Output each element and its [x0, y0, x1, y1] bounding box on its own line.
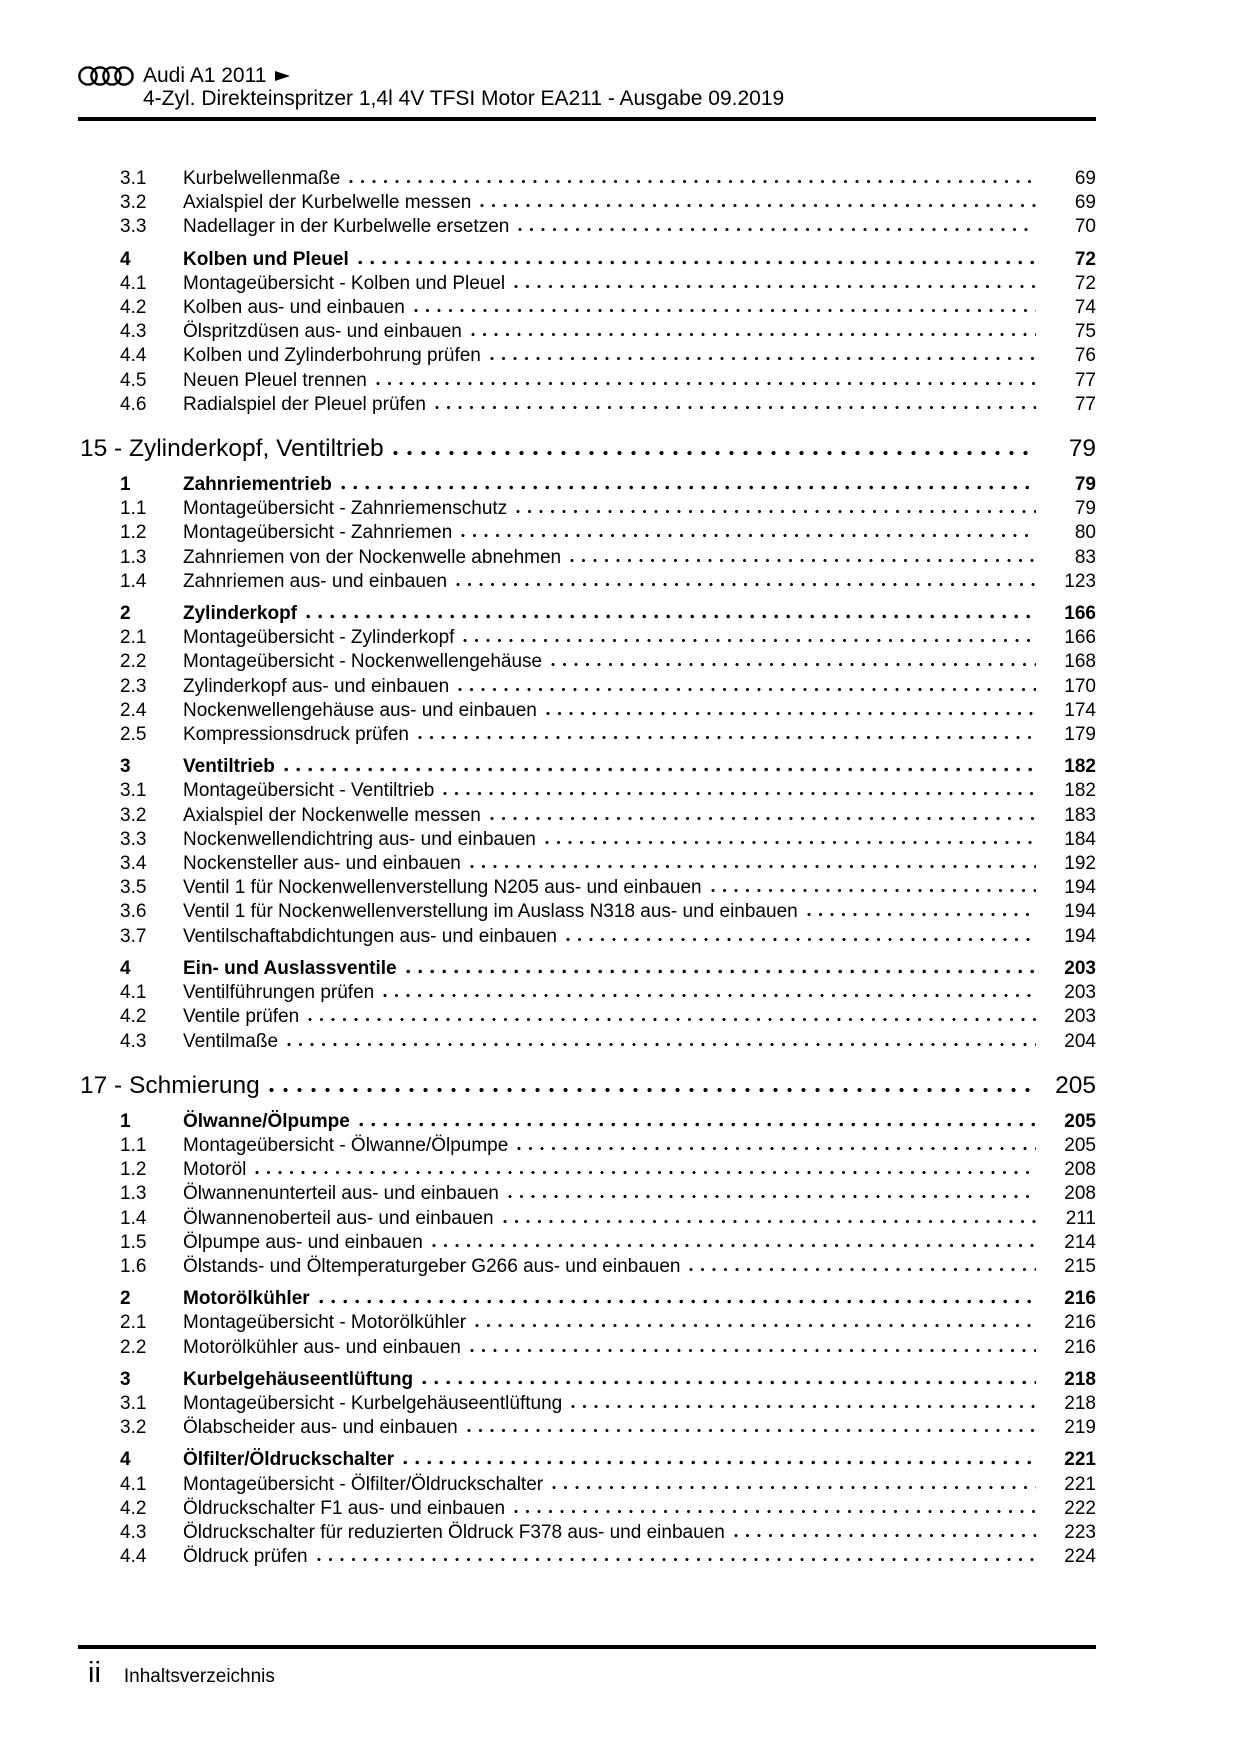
- dot-leader: [414, 308, 1036, 313]
- toc-entry: [78, 1473, 1096, 1497]
- toc-entry-number: 1.1: [120, 498, 147, 520]
- dot-leader: [734, 1533, 1036, 1538]
- footer-page-number: ii: [88, 1657, 101, 1689]
- toc-entry-title: Ölfilter/Öldruckschalter: [183, 1449, 395, 1471]
- dot-leader: [570, 558, 1036, 563]
- dot-leader: [432, 1243, 1036, 1248]
- toc-entry-title: Montageübersicht - Kurbelgehäuseentlüftung: [183, 1392, 563, 1414]
- toc-entry-page: 166: [1064, 627, 1096, 649]
- toc-entry: [78, 1255, 1096, 1279]
- toc-entry-page: 203: [1064, 1006, 1096, 1028]
- toc-entry-title: Ölwanne/Ölpumpe: [183, 1110, 350, 1132]
- toc-entry: [78, 570, 1096, 594]
- toc-entry-number: 2.3: [120, 675, 147, 697]
- toc-entry-number: 3.1: [120, 168, 147, 189]
- toc-entry-number: 1.5: [120, 1231, 147, 1253]
- dot-leader: [490, 356, 1036, 361]
- toc-entry-page: 203: [1064, 957, 1096, 979]
- toc-entry: [78, 876, 1096, 900]
- dot-leader: [475, 1323, 1036, 1328]
- toc-entry-page: 218: [1064, 1368, 1096, 1390]
- dot-leader: [467, 1428, 1036, 1433]
- toc-entry-number: 3.4: [120, 853, 147, 875]
- toc-entry-title: Zylinderkopf: [183, 603, 298, 625]
- toc-entry-page: 214: [1064, 1231, 1096, 1253]
- dot-leader: [317, 1557, 1036, 1562]
- toc-entry: [78, 981, 1096, 1005]
- toc-entry-number: 3.2: [120, 1417, 147, 1439]
- footer-label: Inhaltsverzeichnis: [123, 1666, 275, 1687]
- toc-entry: [78, 1110, 1096, 1134]
- toc-entry-page: 194: [1064, 877, 1096, 899]
- toc-entry-page: 79: [1074, 498, 1096, 520]
- toc-entry-page: 76: [1074, 345, 1096, 367]
- toc-entry-title: Ventiltrieb: [183, 756, 275, 778]
- dot-leader: [255, 1170, 1036, 1175]
- toc-entry-page: 182: [1064, 756, 1096, 778]
- toc-entry-page: 204: [1064, 1030, 1096, 1052]
- toc-entry: [78, 1448, 1096, 1472]
- audi-rings-logo: [78, 65, 134, 87]
- dot-leader: [287, 1042, 1036, 1047]
- toc-entry-number: 3.3: [120, 828, 147, 850]
- toc-entry-page: 208: [1064, 1159, 1096, 1181]
- toc-entry-page: 69: [1074, 192, 1096, 214]
- toc-entry-page: 123: [1064, 570, 1096, 592]
- toc-entry-page: 224: [1064, 1546, 1096, 1568]
- toc-entry-title: Zahnriemen aus- und einbauen: [183, 570, 448, 592]
- toc-entry-title: Neuen Pleuel trennen: [183, 369, 367, 391]
- toc-entry-number: 1.1: [120, 1134, 147, 1156]
- document-header: [78, 0, 1096, 121]
- toc-entry: [78, 852, 1096, 876]
- header-model: Audi A1 2011: [143, 64, 267, 87]
- toc-entry-number: 4.2: [120, 297, 147, 319]
- toc-entry-number: 2: [120, 603, 131, 625]
- dot-leader: [518, 227, 1036, 232]
- dot-leader: [571, 1404, 1036, 1409]
- toc-entry: [78, 1182, 1096, 1206]
- toc-entry-page: 215: [1064, 1255, 1096, 1277]
- dot-leader: [418, 735, 1036, 740]
- toc-entry: [78, 344, 1096, 368]
- dot-leader: [269, 1087, 1036, 1093]
- toc-entry-number: 4.4: [120, 1546, 147, 1568]
- dot-leader: [383, 993, 1036, 998]
- toc-entry-page: 216: [1064, 1312, 1096, 1334]
- toc-entry-page: 79: [1074, 474, 1096, 496]
- header-subtitle: 4-Zyl. Direkteinspritzer 1,4l 4V TFSI Motor EA211 - Ausgabe 09.2019: [143, 87, 785, 110]
- toc-entry-number: 2: [120, 1288, 131, 1310]
- toc-entry-number: 1.2: [120, 522, 147, 544]
- dot-leader: [463, 638, 1036, 643]
- toc-entry-title: Zahnriementrieb: [183, 474, 332, 496]
- toc-entry-number: 4.3: [120, 1521, 147, 1543]
- toc-entry-title: Montageübersicht - Ventiltrieb: [183, 780, 435, 802]
- toc-entry: [78, 779, 1096, 803]
- dot-leader: [566, 937, 1036, 942]
- toc-entry: [78, 497, 1096, 521]
- toc-entry: [78, 804, 1096, 828]
- toc-entry-page: 166: [1064, 603, 1096, 625]
- toc-entry-title: Ölpumpe aus- und einbauen: [183, 1231, 423, 1253]
- toc-entry-page: 72: [1074, 272, 1096, 294]
- toc-entry-page: 182: [1064, 780, 1096, 802]
- toc-entry-title: Ventil 1 für Nockenwellenverstellung im Auslass N318 aus- und einbauen: [183, 901, 798, 923]
- page-footer: [78, 1645, 1096, 1688]
- toc-entry: [78, 521, 1096, 545]
- toc-entry-page: 74: [1074, 297, 1096, 319]
- toc-entry-page: 192: [1064, 853, 1096, 875]
- toc-entry-title: Kolben und Pleuel: [183, 248, 349, 270]
- toc-entry-number: 2.5: [120, 724, 147, 746]
- toc-entry-number: 3.2: [120, 192, 147, 214]
- toc-entry-number: 3.1: [120, 780, 147, 802]
- toc-entry-title: Ein- und Auslassventile: [183, 957, 397, 979]
- dot-leader: [471, 332, 1036, 337]
- dot-leader: [514, 284, 1036, 289]
- toc-entry-number: 1.2: [120, 1159, 147, 1181]
- toc-entry-number: 4: [120, 1449, 131, 1471]
- toc-entry-page: 205: [1064, 1134, 1096, 1156]
- footer-divider: [78, 1645, 1096, 1649]
- toc-entry-page: 221: [1064, 1449, 1096, 1471]
- toc-entry-number: 2.1: [120, 627, 147, 649]
- toc-entry-page: 223: [1064, 1521, 1096, 1543]
- toc-entry-number: 2.2: [120, 1336, 147, 1358]
- toc-entry-number: 4: [120, 957, 131, 979]
- dot-leader: [470, 864, 1036, 869]
- toc-entry: [78, 1392, 1096, 1416]
- toc-entry-title: Ölspritzdüsen aus- und einbauen: [183, 321, 462, 343]
- toc-entry-number: 4.3: [120, 321, 147, 343]
- dot-leader: [358, 260, 1036, 265]
- toc-entry-title: Ölwannenoberteil aus- und einbauen: [183, 1207, 494, 1229]
- toc-entry: [78, 1545, 1096, 1569]
- toc-entry-page: 205: [1064, 1110, 1096, 1132]
- toc-entry-number: 3.1: [120, 1392, 147, 1414]
- dot-leader: [456, 582, 1036, 587]
- toc-entry-title: Axialspiel der Kurbelwelle messen: [183, 192, 472, 214]
- dot-leader: [308, 1017, 1036, 1022]
- toc-entry-number: 4.4: [120, 345, 147, 367]
- toc-entry-title: Montageübersicht - Nockenwellengehäuse: [183, 651, 543, 673]
- toc-entry-page: 216: [1064, 1336, 1096, 1358]
- toc-entry-number: 4.6: [120, 393, 147, 415]
- toc-entry: [78, 900, 1096, 924]
- toc-entry-title: Öldruckschalter für reduzierten Öldruck F378 aus- und einbauen: [183, 1521, 725, 1543]
- toc-entry-number: 3: [120, 1368, 131, 1390]
- toc-entry-page: 174: [1064, 699, 1096, 721]
- toc-entry: [78, 167, 1096, 191]
- toc-entry-page: 208: [1064, 1183, 1096, 1205]
- toc: [78, 121, 1096, 1569]
- dot-leader: [349, 179, 1036, 184]
- dot-leader: [546, 711, 1036, 716]
- toc-entry: [78, 393, 1096, 417]
- toc-entry-number: 1.6: [120, 1255, 147, 1277]
- toc-entry-page: 221: [1064, 1473, 1096, 1495]
- toc-entry: [78, 1416, 1096, 1440]
- toc-entry-number: 1.3: [120, 546, 147, 568]
- toc-entry-title: Ventilschaftabdichtungen aus- und einbauen: [183, 925, 557, 947]
- toc-entry-title: Ventile prüfen: [183, 1006, 300, 1028]
- toc-entry-number: 2.1: [120, 1312, 147, 1334]
- toc-entry-page: 211: [1065, 1207, 1096, 1229]
- toc-entry-title: Ventilführungen prüfen: [183, 982, 375, 1004]
- toc-entry: [78, 473, 1096, 497]
- dot-leader: [458, 687, 1036, 692]
- dot-leader: [514, 1509, 1036, 1514]
- toc-entry-title: Motoröl: [183, 1159, 247, 1181]
- toc-entry-page: 69: [1074, 168, 1096, 189]
- toc-entry-number: 4: [120, 248, 131, 270]
- toc-entry-number: 3.6: [120, 901, 147, 923]
- toc-entry: [78, 369, 1096, 393]
- toc-entry: [78, 296, 1096, 320]
- toc-entry-title: Montageübersicht - Motorölkühler: [183, 1312, 467, 1334]
- toc-entry-title: Kolben aus- und einbauen: [183, 297, 405, 319]
- dot-leader: [393, 450, 1036, 456]
- dot-leader: [508, 1194, 1036, 1199]
- toc-entry: [78, 320, 1096, 344]
- toc-entry: [78, 602, 1096, 626]
- toc-entry-number: 3.5: [120, 877, 147, 899]
- toc-entry-page: 222: [1064, 1497, 1096, 1519]
- toc-entry-title: Ventil 1 für Nockenwellenverstellung N205 aus- und einbauen: [183, 877, 702, 899]
- toc-entry: [78, 1336, 1096, 1360]
- toc-entry-page: 77: [1074, 369, 1096, 391]
- toc-entry: [78, 191, 1096, 215]
- toc-entry-page: 75: [1074, 321, 1096, 343]
- toc-entry-title: Öldruck prüfen: [183, 1546, 308, 1568]
- dot-leader: [319, 1299, 1036, 1304]
- toc-entry: [78, 626, 1096, 650]
- toc-entry: [78, 1231, 1096, 1255]
- dot-leader: [711, 888, 1036, 893]
- toc-entry-title: Nockenwellengehäuse aus- und einbauen: [183, 699, 537, 721]
- toc-entry: [78, 755, 1096, 779]
- toc-entry: [78, 272, 1096, 296]
- toc-entry-number: 4.1: [120, 1473, 147, 1495]
- dot-leader: [516, 509, 1036, 514]
- toc-entry: [78, 1311, 1096, 1335]
- toc-entry-page: 83: [1074, 546, 1096, 568]
- dot-leader: [403, 1460, 1036, 1465]
- dot-leader: [689, 1267, 1036, 1272]
- toc-entry: [78, 1030, 1096, 1054]
- dot-leader: [503, 1219, 1036, 1224]
- toc-entry-page: 77: [1074, 393, 1096, 415]
- toc-entry-title: Ventilmaße: [183, 1030, 279, 1052]
- toc-entry-number: 4.5: [120, 369, 147, 391]
- toc-entry-page: 170: [1064, 675, 1096, 697]
- dot-leader: [470, 1348, 1036, 1353]
- toc-entry-title: Motorölkühler: [183, 1288, 310, 1310]
- toc-entry-number: 1.3: [120, 1183, 147, 1205]
- toc-entry-page: 219: [1064, 1417, 1096, 1439]
- toc-entry-page: 70: [1074, 216, 1096, 238]
- dot-leader: [552, 1485, 1036, 1490]
- toc-entry-title: Montageübersicht - Zahnriemen: [183, 522, 453, 544]
- toc-entry-title: Kompressionsdruck prüfen: [183, 724, 409, 746]
- toc-entry-page: 216: [1064, 1288, 1096, 1310]
- dot-leader: [490, 816, 1036, 821]
- toc-entry-title: Montageübersicht - Zylinderkopf: [183, 627, 455, 649]
- toc-entry-number: 4.1: [120, 982, 147, 1004]
- toc-entry-title: Zylinderkopf aus- und einbauen: [183, 675, 450, 697]
- toc-entry: [78, 1368, 1096, 1392]
- toc-chapter-page: 79: [1068, 435, 1096, 463]
- toc-entry-page: 194: [1064, 925, 1096, 947]
- toc-entry-title: Axialspiel der Nockenwelle messen: [183, 804, 481, 826]
- dot-leader: [480, 203, 1036, 208]
- toc-entry-number: 3.3: [120, 216, 147, 238]
- toc-entry-number: 1: [120, 474, 131, 496]
- toc-entry-title: Nadellager in der Kurbelwelle ersetzen: [183, 216, 510, 238]
- toc-entry-number: 4.1: [120, 272, 147, 294]
- toc-entry: [78, 1005, 1096, 1029]
- toc-chapter-title: 15 - Zylinderkopf, Ventiltrieb: [80, 435, 384, 463]
- toc-entry: [78, 675, 1096, 699]
- dot-leader: [376, 381, 1036, 386]
- toc-entry-page: 179: [1064, 724, 1096, 746]
- dot-leader: [422, 1380, 1036, 1385]
- toc-entry-number: 1.4: [120, 1207, 147, 1229]
- toc-entry: [78, 1497, 1096, 1521]
- toc-chapter-entry: [78, 1070, 1096, 1102]
- toc-entry: [78, 828, 1096, 852]
- dot-leader: [341, 485, 1036, 490]
- toc-entry: [78, 957, 1096, 981]
- toc-entry: [78, 1134, 1096, 1158]
- dot-leader: [406, 969, 1036, 974]
- toc-entry-page: 183: [1064, 804, 1096, 826]
- dot-leader: [284, 767, 1036, 772]
- dot-leader: [461, 533, 1036, 538]
- toc-entry-number: 4.2: [120, 1497, 147, 1519]
- toc-entry-title: Öldruckschalter F1 aus- und einbauen: [183, 1497, 506, 1519]
- toc-entry-number: 2.4: [120, 699, 147, 721]
- toc-entry-title: Kurbelgehäuseentlüftung: [183, 1368, 414, 1390]
- toc-entry: [78, 1207, 1096, 1231]
- toc-chapter-page: 205: [1055, 1071, 1096, 1099]
- toc-entry-number: 4.3: [120, 1030, 147, 1052]
- toc-entry: [78, 650, 1096, 674]
- toc-entry: [78, 699, 1096, 723]
- dot-leader: [306, 614, 1036, 619]
- toc-entry-page: 184: [1064, 828, 1096, 850]
- toc-entry: [78, 1158, 1096, 1182]
- toc-entry-title: Ölwannenunterteil aus- und einbauen: [183, 1183, 499, 1205]
- toc-entry-page: 203: [1064, 982, 1096, 1004]
- toc-entry-page: 80: [1074, 522, 1096, 544]
- toc-entry-number: 1.4: [120, 570, 147, 592]
- toc-entry-page: 194: [1064, 901, 1096, 923]
- dot-leader: [435, 405, 1036, 410]
- toc-entry: [78, 546, 1096, 570]
- arrow-right-icon: [275, 71, 290, 81]
- toc-entry-title: Nockensteller aus- und einbauen: [183, 853, 461, 875]
- toc-entry: [78, 723, 1096, 747]
- toc-entry-title: Zahnriemen von der Nockenwelle abnehmen: [183, 546, 562, 568]
- toc-entry-title: Montageübersicht - Zahnriemenschutz: [183, 498, 508, 520]
- toc-entry-title: Ölabscheider aus- und einbauen: [183, 1417, 458, 1439]
- toc-entry-title: Nockenwellendichtring aus- und einbauen: [183, 828, 536, 850]
- dot-leader: [551, 662, 1036, 667]
- dot-leader: [807, 912, 1036, 917]
- dot-leader: [545, 840, 1036, 845]
- toc-entry-number: 3.2: [120, 804, 147, 826]
- toc-entry: [78, 925, 1096, 949]
- toc-entry-title: Montageübersicht - Ölwanne/Ölpumpe: [183, 1134, 509, 1156]
- toc-entry-page: 218: [1064, 1392, 1096, 1414]
- toc-entry-title: Motorölkühler aus- und einbauen: [183, 1336, 461, 1358]
- toc-entry-number: 3: [120, 756, 131, 778]
- toc-entry-page: 168: [1064, 651, 1096, 673]
- toc-entry-title: Radialspiel der Pleuel prüfen: [183, 393, 426, 415]
- toc-entry-number: 2.2: [120, 651, 147, 673]
- toc-entry-number: 1: [120, 1110, 131, 1132]
- dot-leader: [443, 791, 1036, 796]
- toc-entry-number: 4.2: [120, 1006, 147, 1028]
- toc-entry: [78, 1287, 1096, 1311]
- toc-entry-title: Kurbelwellenmaße: [183, 168, 341, 189]
- toc-entry: [78, 215, 1096, 239]
- toc-entry: [78, 248, 1096, 272]
- toc-entry-page: 72: [1074, 248, 1096, 270]
- toc-entry-title: Kolben und Zylinderbohrung prüfen: [183, 345, 481, 367]
- toc-entry-title: Ölstands- und Öltemperaturgeber G266 aus- und einbauen: [183, 1255, 681, 1277]
- toc-entry-title: Montageübersicht - Ölfilter/Öldruckschalter: [183, 1473, 544, 1495]
- toc-chapter-entry: [78, 433, 1096, 465]
- dot-leader: [359, 1122, 1036, 1127]
- toc-entry: [78, 1521, 1096, 1545]
- toc-chapter-title: 17 - Schmierung: [80, 1071, 260, 1099]
- dot-leader: [517, 1146, 1036, 1151]
- toc-entry-number: 3.7: [120, 925, 147, 947]
- toc-entry-title: Montageübersicht - Kolben und Pleuel: [183, 272, 506, 294]
